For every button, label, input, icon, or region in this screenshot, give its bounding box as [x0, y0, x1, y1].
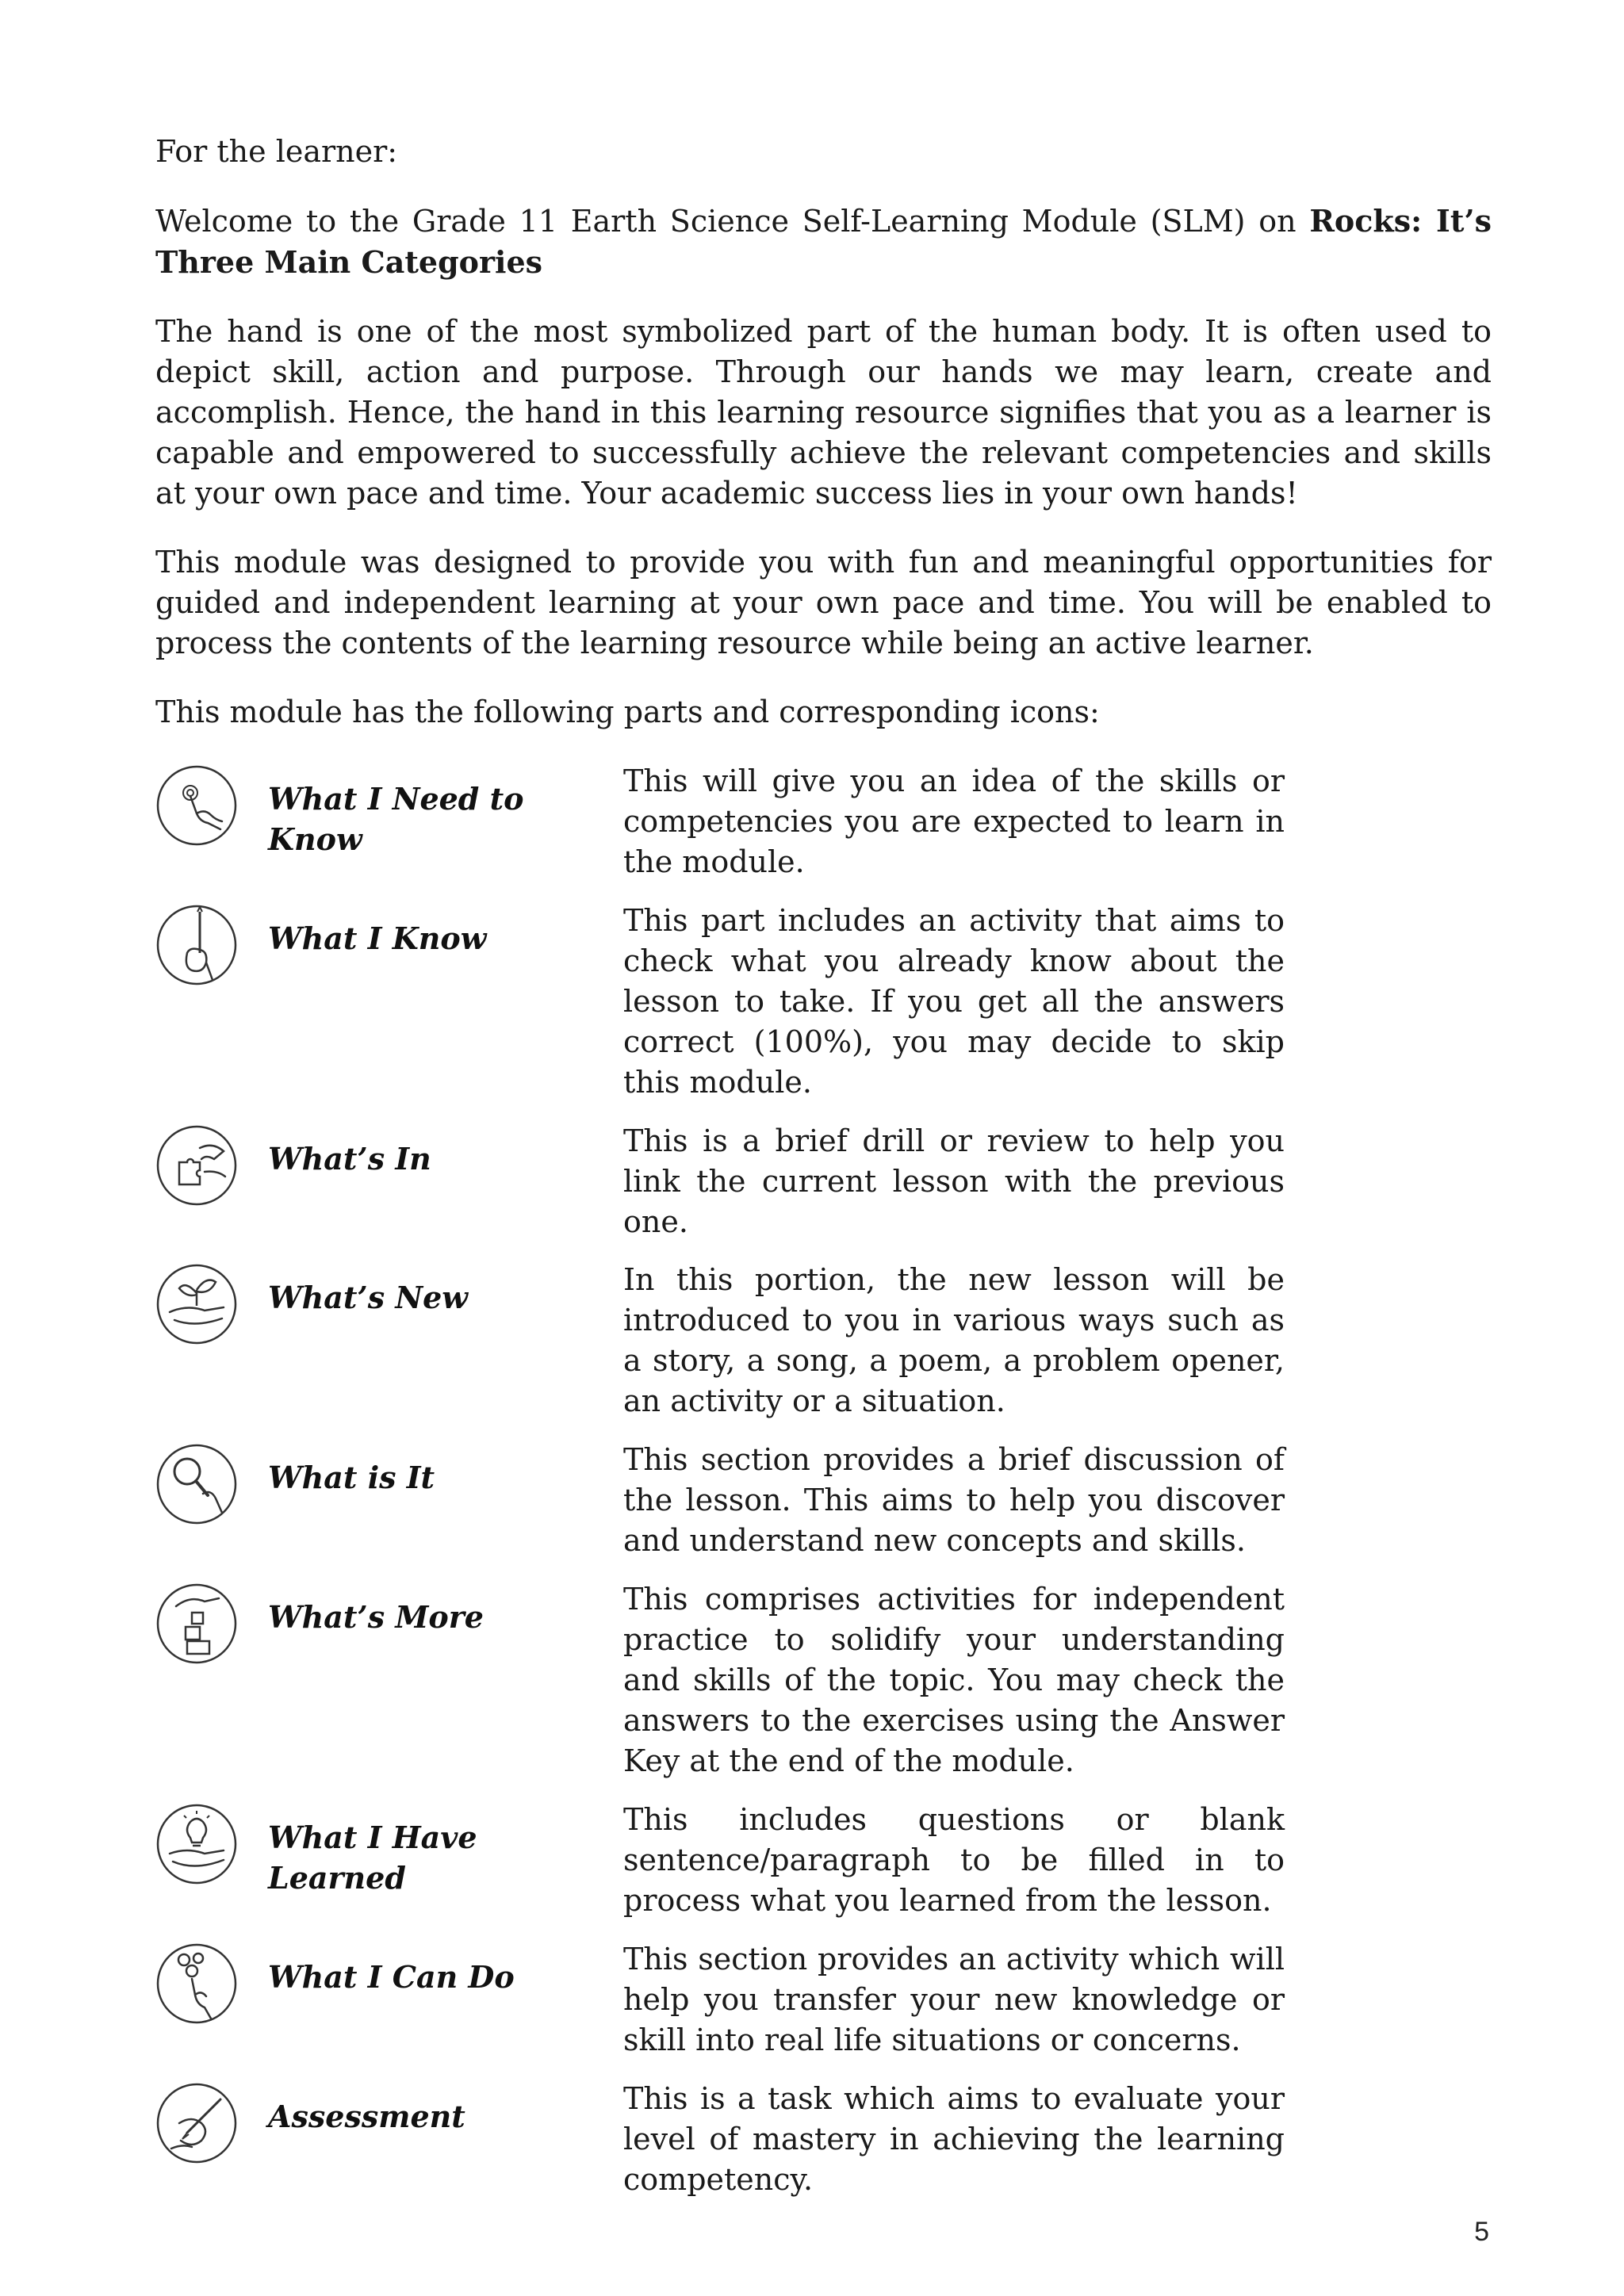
writing-hand-icon: [155, 2082, 238, 2164]
hand-pencil-icon: [155, 904, 238, 986]
part-description: In this portion, the new lesson will be introduced to you in various ways such as a story, a song, a poem, a problem opener, an activity or a situation.: [623, 1262, 1285, 1418]
part-description: This part includes an activity that aims to check what you already know about the lesson to take. If you get all the answers correct (100%), you may decide to skip this module.: [623, 903, 1285, 1100]
blocks-hand-icon: [155, 1582, 238, 1665]
part-row: [155, 901, 1385, 1104]
part-row: [155, 1440, 1385, 1562]
part-row: [155, 1579, 1385, 1782]
part-title: What I Can Do: [268, 1959, 515, 1995]
part-description: This is a brief drill or review to help you link the current lesson with the previous one.: [623, 1123, 1285, 1239]
lightbulb-hand-icon: [155, 1803, 238, 1885]
part-row: [155, 2079, 1385, 2201]
part-description: This will give you an idea of the skills or competencies you are expected to learn in the module.: [623, 763, 1285, 879]
part-description: This is a task which aims to evaluate your level of mastery in achieving the learning competency.: [623, 2081, 1285, 2197]
puzzle-hand-icon: [155, 1124, 238, 1207]
part-description: This comprises activities for independent practice to solidify your understanding and skills of the topic. You may check the answers to the exercises using the Answer Key at the end of the module.: [623, 1582, 1285, 1778]
module-paragraph: This module was designed to provide you with fun and meaningful opportunities for guided and independent learning at your own pace and time. You will be enabled to process the contents of the learning resource while being an active learner.: [155, 545, 1492, 660]
module-title: Rocks: It’s Three Main Categories: [155, 203, 1492, 280]
part-title: What’s In: [268, 1141, 431, 1177]
part-row: [155, 1939, 1385, 2061]
intro-section: [155, 132, 1492, 761]
part-row: [155, 1800, 1385, 1922]
part-title: What’s New: [268, 1280, 468, 1315]
magnifier-hand-icon: [155, 1443, 238, 1525]
part-description: This section provides a brief discussion of the lesson. This aims to help you discover and understand new concepts and skills.: [623, 1442, 1285, 1558]
part-description: This includes questions or blank sentence/paragraph to be filled in to process what you learned from the lesson.: [623, 1802, 1285, 1918]
part-row: [155, 761, 1385, 883]
part-row: [155, 1260, 1385, 1422]
pointing-hand-icon: [155, 764, 238, 847]
plant-hand-icon: [155, 1263, 238, 1345]
gears-hand-icon: [155, 1942, 238, 2025]
part-title: What I Have Learned: [268, 1820, 477, 1896]
page-number: 5: [1474, 2217, 1489, 2247]
part-description: This section provides an activity which will help you transfer your new knowledge or skill into real life situations or concerns.: [623, 1942, 1285, 2057]
part-title: What I Know: [268, 920, 487, 956]
parts-intro: This module has the following parts and corresponding icons:: [155, 695, 1100, 729]
part-row: [155, 1121, 1385, 1242]
parts-list: [155, 761, 1385, 2218]
part-title: What is It: [268, 1460, 435, 1495]
part-title: What I Need to Know: [268, 781, 524, 857]
part-title: What’s More: [268, 1599, 484, 1635]
hand-paragraph: The hand is one of the most symbolized part of the human body. It is often used to depict skill, action and purpose. Through our hands we may learn, create and accomplish. Hence, the hand in this learning resource signifies that you as a learner is capable and empowered to successfully achieve the relevant competencies and skills at your own pace and time. Your academic success lies in your own hands!: [155, 314, 1492, 511]
welcome-prefix: Welcome to the Grade 11 Earth Science Self-Learning Module (SLM) on: [155, 204, 1310, 239]
part-title: Assessment: [268, 2099, 465, 2134]
greeting-text: For the learner:: [155, 134, 398, 169]
welcome-paragraph: [155, 201, 1492, 283]
